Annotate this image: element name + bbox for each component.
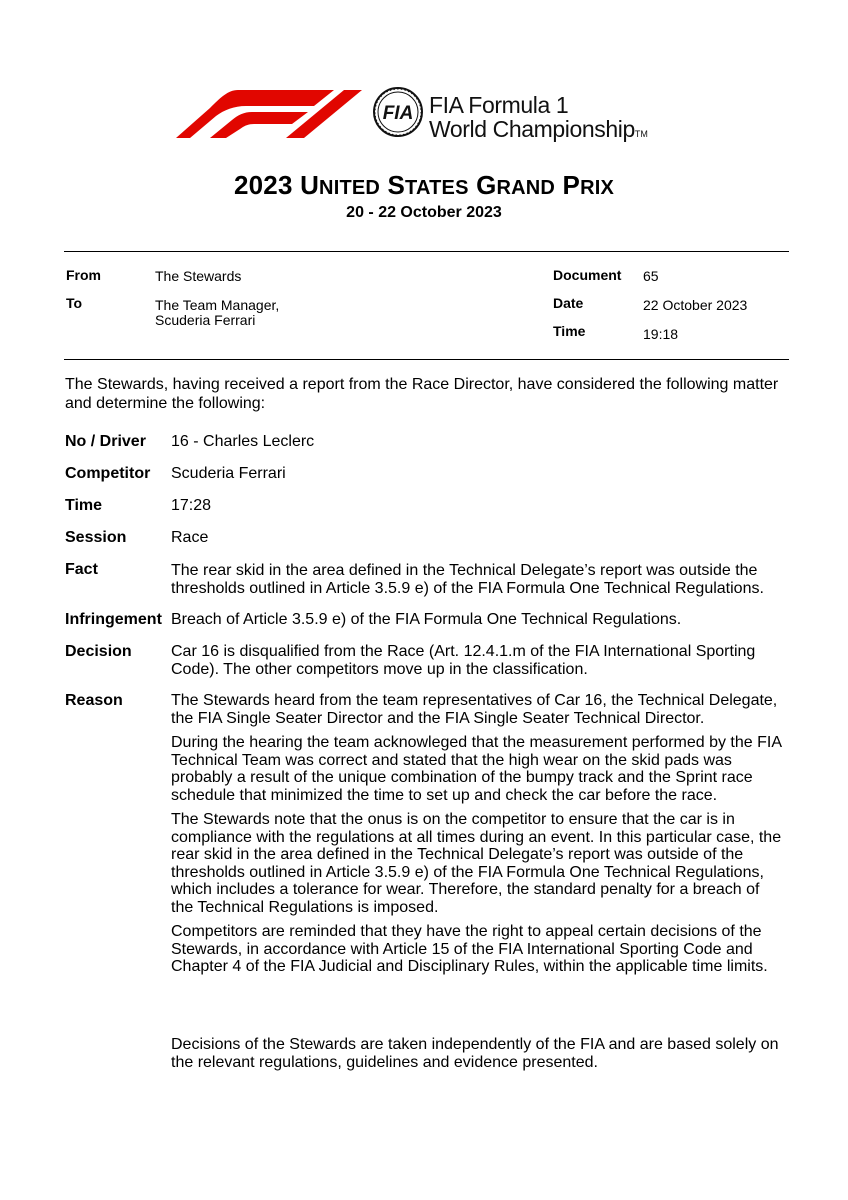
to-value-line1: The Team Manager, <box>155 297 280 313</box>
to-value-line2: Scuderia Ferrari <box>155 312 256 328</box>
reason-paragraph: The Stewards note that the onus is on the competitor to ensure that the car is in compliance with the regulations at all times during an event. In this particular case, the rear skid in the area defined in the Technical Delegate’s report was outside of the thresholds outlined in Article 3.5.9 e) of the FIA Formula One Technical Regulations, which includes a tolerance for wear. Therefore, the standard penalty for a breach of the Technical Regulations is imposed. <box>171 811 782 916</box>
reason-paragraph: Competitors are reminded that they have the right to appeal certain decisions of the Stewards, in accordance with Article 15 of the FIA International Sporting Code and Chapter 4 of the FIA Judicial and Disciplinary Rules, within the applicable time limits. <box>171 923 768 975</box>
competitor-label: Competitor <box>65 465 151 482</box>
fia-emblem-text: FIA <box>382 103 414 124</box>
fia-wordmark-line1: FIA Formula 1 <box>429 92 569 118</box>
fact-label: Fact <box>65 561 98 578</box>
date-label: Date <box>553 295 584 311</box>
f1-logo-icon <box>176 86 426 148</box>
fia-wordmark <box>429 93 699 146</box>
incident-time-label: Time <box>65 497 103 514</box>
header-divider-bottom <box>64 359 789 360</box>
reason-paragraph: The Stewards heard from the team representatives of Car 16, the Technical Delegate, the FIA Single Seater Director and the FIA Single Seater Technical Director. <box>171 692 778 727</box>
competitor-value: Scuderia Ferrari <box>171 465 286 482</box>
decision-label: Decision <box>65 643 132 660</box>
session-value: Race <box>171 529 209 546</box>
from-label: From <box>66 267 101 283</box>
reason-body <box>171 692 785 983</box>
driver-value: 16 - Charles Leclerc <box>171 433 315 450</box>
event-dates: 20 - 22 October 2023 <box>346 204 502 221</box>
incident-time-value: 17:28 <box>171 497 212 514</box>
fia-wordmark-line2: World Championship <box>429 116 635 142</box>
fact-value: The rear skid in the area defined in the Technical Delegate’s report was outside the thresholds outlined in Article 3.5.9 e) of the FIA Formula One Technical Regulations. <box>171 562 764 597</box>
session-label: Session <box>65 529 127 546</box>
document-label: Document <box>553 267 622 283</box>
to-label: To <box>66 295 83 311</box>
reason-paragraph: During the hearing the team acknowleged that the measurement performed by the FIA Technical Team was correct and stated that the high wear on the skid pads was probably a result of the unique combination of the bumpy track and the Sprint race schedule that minimized the time to set up and check the car before the race. <box>171 734 782 804</box>
infringement-value: Breach of Article 3.5.9 e) of the FIA Formula One Technical Regulations. <box>171 611 682 628</box>
closing-statement: Decisions of the Stewards are taken independently of the FIA and are based solely on the relevant regulations, guidelines and evidence presented. <box>171 1036 779 1071</box>
intro-paragraph: The Stewards, having received a report from the Race Director, have considered the following matter and determine the following: <box>65 376 779 412</box>
document-title: 2023 UNITED STATES GRAND PRIX <box>233 170 615 200</box>
from-value: The Stewards <box>155 268 242 284</box>
time-label: Time <box>553 323 586 339</box>
document-number: 65 <box>643 268 659 284</box>
time-value: 19:18 <box>643 326 679 342</box>
trademark-symbol: TM <box>634 129 648 139</box>
date-value: 22 October 2023 <box>643 297 748 313</box>
header-divider-top <box>64 251 789 252</box>
header-logo <box>176 86 696 148</box>
reason-label: Reason <box>65 692 123 709</box>
decision-value: Car 16 is disqualified from the Race (Art. 12.4.1.m of the FIA International Sporting Code). The other competitors move up in the classification. <box>171 643 756 678</box>
driver-label: No / Driver <box>65 433 146 450</box>
infringement-label: Infringement <box>65 611 162 628</box>
